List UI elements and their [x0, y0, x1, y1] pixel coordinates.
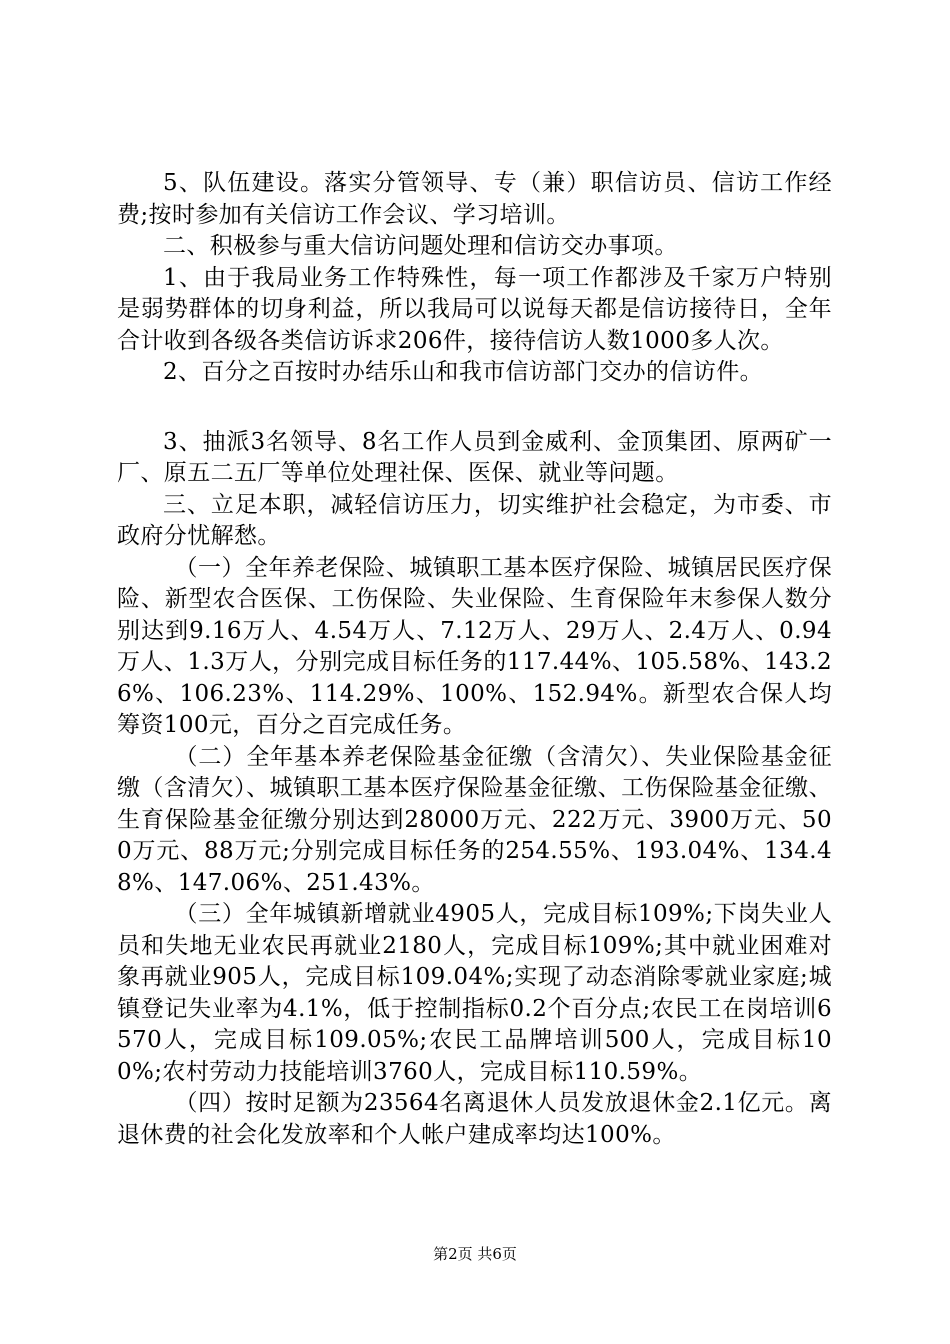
paragraph-staff-dispatch: 3、抽派3名领导、8名工作人员到金威利、金顶集团、原两矿一厂、原五二五厂等单位处理社保、医保、就业等问题。	[117, 428, 832, 486]
section-heading-3: 三、立足本职，减轻信访压力，切实维护社会稳定，为市委、市政府分忧解愁。	[117, 491, 832, 549]
paragraph-pension: （四）按时足额为23564名离退休人员发放退休金2.1亿元。离退休费的社会化发放率和个人帐户建成率均达100%。	[117, 1090, 832, 1148]
paragraph-insurance-enrollment: （一）全年养老保险、城镇职工基本医疗保险、城镇居民医疗保险、新型农合医保、工伤保险、失业保险、生育保险年末参保人数分别达到9.16万人、4.54万人、7.12万人、29万人、2.4万人、0.94万人、1.3万人，分别完成目标任务的117.44%、105.58%、143.26%、106.23%、114.29%、100%、152.94%。新型农合保人均筹资100元，百分之百完成任务。	[117, 554, 832, 738]
paragraph-team-building: 5、队伍建设。落实分管领导、专（兼）职信访员、信访工作经费;按时参加有关信访工作会议、学习培训。	[117, 170, 832, 228]
paragraph-employment: （三）全年城镇新增就业4905人，完成目标109%;下岗失业人员和失地无业农民再就业2180人，完成目标109%;其中就业困难对象再就业905人，完成目标109.04%;实现了动态消除零就业家庭;城镇登记失业率为4.1%，低于控制指标0.2个百分点;农民工在岗培训6570人，完成目标109.05%;农民工品牌培训500人，完成目标100%;农村劳动力技能培训3760人，完成目标110.59%。	[117, 901, 832, 1085]
paragraph-fund-collection: （二）全年基本养老保险基金征缴（含清欠）、失业保险基金征缴（含清欠）、城镇职工基本医疗保险基金征缴、工伤保险基金征缴、生育保险基金征缴分别达到28000万元、222万元、3900万元、500万元、88万元;分别完成目标任务的254.55%、193.04%、134.48%、147.06%、251.43%。	[117, 743, 832, 896]
document-body	[117, 168, 832, 1151]
section-heading-2: 二、积极参与重大信访问题处理和信访交办事项。	[163, 233, 678, 259]
page-number-footer: 第2页 共6页	[433, 1245, 517, 1263]
paragraph-petition-stats: 1、由于我局业务工作特殊性，每一项工作都涉及千家万户特别是弱势群体的切身利益，所以我局可以说每天都是信访接待日，全年合计收到各级各类信访诉求206件，接待信访人数1000多人次。	[117, 264, 832, 354]
paragraph-petition-handling: 2、百分之百按时办结乐山和我市信访部门交办的信访件。	[163, 359, 764, 385]
